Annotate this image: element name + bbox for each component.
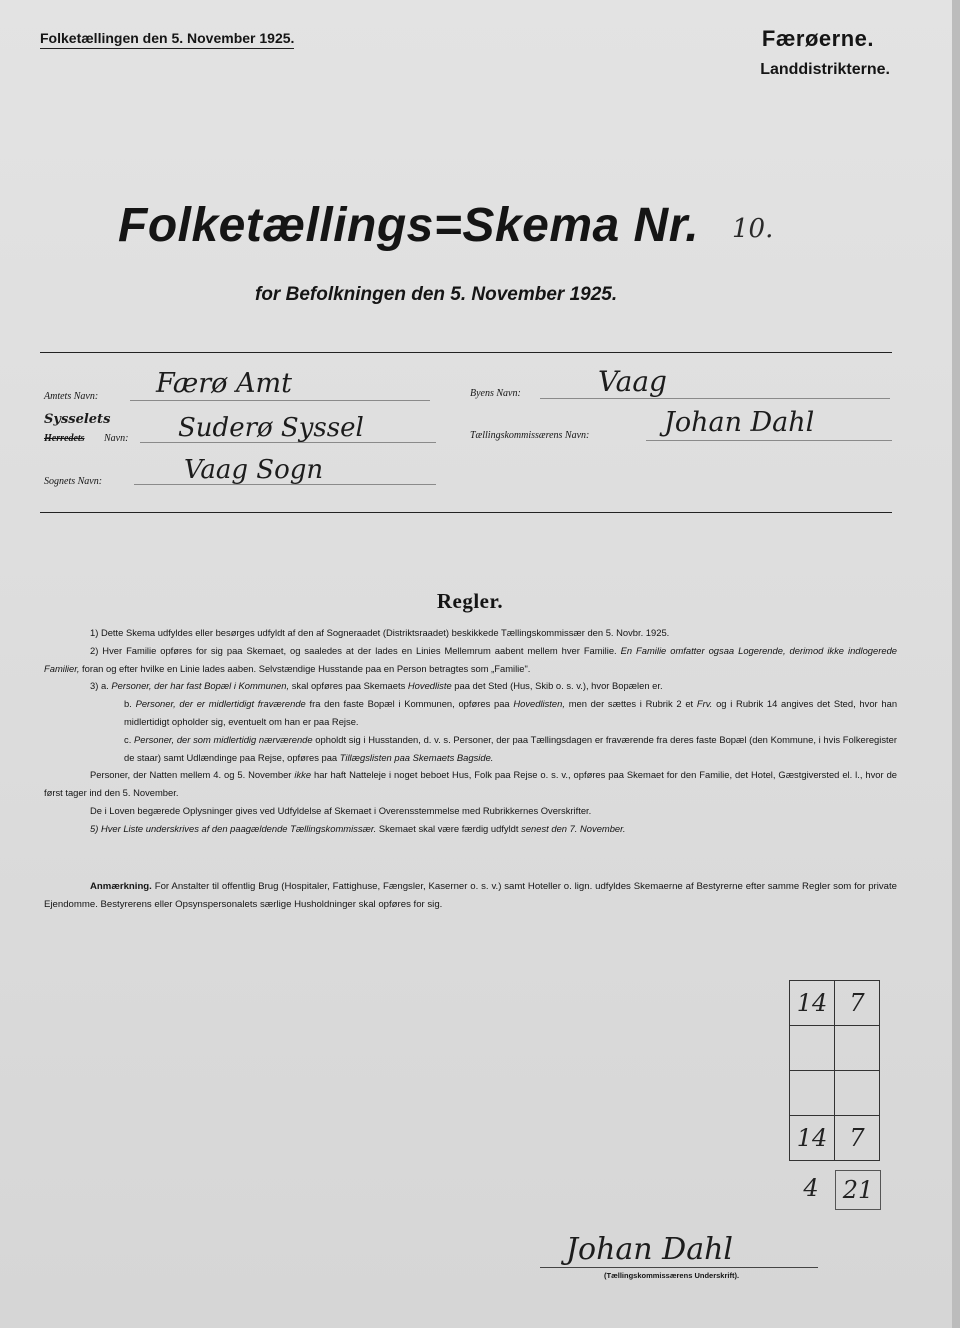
tally-row <box>790 981 880 1026</box>
page-edge <box>952 0 960 1328</box>
rules-heading: Regler. <box>436 589 504 613</box>
signature-caption: (Tællingskommissærens Underskrift). <box>604 1271 740 1280</box>
syssel-value: Suderø Syssel <box>178 413 364 443</box>
tally-row <box>790 1026 880 1071</box>
note-label: Anmærkning. <box>90 881 152 892</box>
rule-3b: b. Personer, der er midlertidigt fraværende fra den faste Bopæl i Kommunen, opføres paa Hovedlisten, men der sættes i Rubrik 2 et Frv. og i Rubrik 14 angives det Sted, hvor han midlertidigt opholder sig, eventuelt om han er paa Rejse. <box>124 698 898 727</box>
tally-row <box>790 1116 880 1161</box>
tally-cell <box>835 1071 880 1116</box>
amt-label: Amtets Navn: <box>44 391 99 402</box>
rule-3a: 3) a. Personer, der har fast Bopæl i Kommunen, skal opføres paa Skemaets Hovedliste paa det Sted (Hus, Skib o. s. v.), hvor Bopælen er. <box>90 680 663 692</box>
signature: Johan Dahl <box>566 1232 734 1267</box>
syssel-line <box>140 442 436 443</box>
kommissaer-label: Tællingskommissærens Navn: <box>470 430 590 441</box>
tally-table <box>789 980 880 1161</box>
by-line <box>540 398 890 399</box>
tally-cell <box>790 1071 835 1116</box>
divider-bottom <box>40 512 892 513</box>
amt-value: Færø Amt <box>156 368 292 399</box>
herred-label-struck: Herredets <box>44 433 85 444</box>
signature-line <box>540 1267 818 1268</box>
note-text: For Anstalter til offentlig Brug (Hospitaler, Fattighuse, Fængsler, Kaserner o. s. v.) samt Hoteller o. lign. udfyldes Skemaerne af Bestyrerne efter samme Regler som for private Ejendomme. Bestyrerens eller Opsynspersonalets særlige Husholdninger skal opføres for sig. <box>44 881 897 910</box>
tally-extra-cell: 4 <box>803 1174 819 1202</box>
tally-row <box>790 1071 880 1116</box>
by-label: Byens Navn: <box>470 388 521 399</box>
rule-1: 1) Dette Skema udfyldes eller besørges udfyldt af den af Sogneraadet (Distriktsraadet) beskikkede Tællingskommissær den 5. Novbr. 1925. <box>90 627 670 638</box>
herred-label-suffix: Navn: <box>104 433 129 444</box>
divider-top <box>40 352 892 353</box>
annotation-note <box>44 878 897 914</box>
tally-cell: 14 <box>790 1116 835 1161</box>
kommissaer-line <box>646 440 892 441</box>
tally-extra-row <box>789 1164 883 1212</box>
amt-line <box>130 400 430 401</box>
kommissaer-value: Johan Dahl <box>664 407 815 438</box>
form-number: 10. <box>732 214 774 244</box>
rules-body <box>44 624 897 838</box>
tally-cell <box>835 1026 880 1071</box>
region-title: Færøerne. <box>761 26 874 51</box>
tally-cell: 7 <box>835 1116 880 1161</box>
rule-2: 2) Hver Familie opføres for sig paa Skemaet, og saaledes at der lades en Linies Mellemrum aabent mellem hver Familie. En Familie omfatter ogsaa Logerende, derimod ikke indlogerede Familier, foran og efter hvilke en Linie lades aaben. Selvstændige Husstande paa en Person betragtes som „Familie". <box>44 644 897 674</box>
sogn-value: Vaag Sogn <box>184 455 324 485</box>
form-subtitle: for Befolkningen den 5. November 1925. <box>255 284 618 305</box>
sogn-label: Sognets Navn: <box>44 476 103 487</box>
sogn-line <box>134 484 436 485</box>
rule-4: Personer, der Natten mellem 4. og 5. November ikke har haft Natteleje i noget beboet Hus, Folk paa Rejse o. s. v., opføres paa Skemaet for den Familie, det Hotel, Gæstgiversted el. l., hvor de først tager ind den 5. November. <box>44 769 898 799</box>
by-value: Vaag <box>598 365 667 398</box>
form-title: Folketællings=Skema Nr. <box>118 199 700 252</box>
tally-extra-cell: 21 <box>835 1170 881 1210</box>
rule-3c: c. Personer, der som midlertidig nærværende opholdt sig i Husstanden, d. v. s. Personer, der paa Tællingsdagen er fraværende fra deres faste Bopæl (den Kommune, i hvis Folkeregister de staar) samt Udlændinge paa Rejse, opføres paa Tillægslisten paa Skemaets Bagside. <box>124 733 897 763</box>
rule-5: De i Loven begærede Oplysninger gives ved Udfyldelse af Skemaet i Overensstemmelse med Rubrikkernes Overskrifter. <box>90 804 592 816</box>
tally-cell: 14 <box>790 981 835 1026</box>
tally-cell <box>790 1026 835 1071</box>
rule-6: 5) Hver Liste underskrives af den paagældende Tællingskommissær. Skemaet skal være færdig udfyldt senest den 7. November. <box>90 822 626 834</box>
census-header-title: Folketællingen den 5. November 1925. <box>40 30 294 49</box>
syssel-label-handwritten: Sysselets <box>44 412 111 427</box>
district-title: Landdistrikterne. <box>760 61 890 78</box>
tally-cell: 7 <box>835 981 880 1026</box>
